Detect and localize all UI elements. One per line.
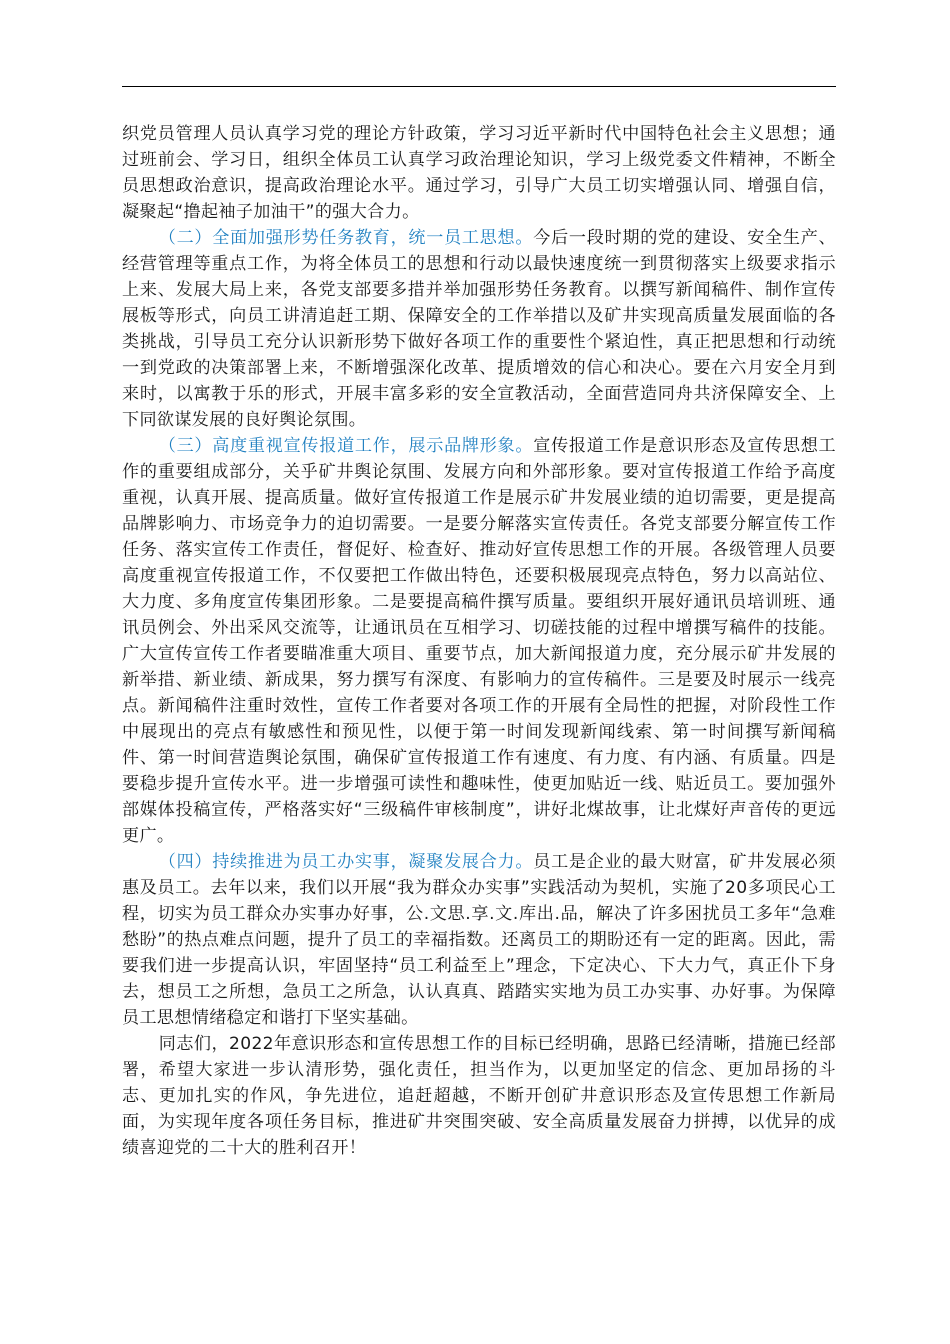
section-text-4: 员工是企业的最大财富，矿井发展必须惠及员工。去年以来，我们以开展“我为群众办实事”实践活动为契机，实施了20多项民心工程，切实为员工群众办实事办好事，公.文思.享.文.库出.品，解决了许多困扰员工多年“急难愁盼”的热点难点问题，提升了员工的幸福指数。还离员工的期盼还有一定的距离。因此，需要我们进一步提高认识，牢固坚持“员工利益至上”理念，下定决心、下大力气，真正仆下身去，想员工之所想，急员工之所急，认认真真、踏踏实实地为员工办实事、办好事。为保障员工思想情绪稳定和谐打下坚实基础。: [122, 852, 836, 1028]
section-heading-3: （三）高度重视宣传报道工作，展示品牌形象。: [158, 436, 534, 456]
section-heading-4: （四）持续推进为员工办实事，凝聚发展合力。: [158, 852, 534, 872]
document-body: [122, 121, 836, 1161]
header-rule: [122, 86, 836, 87]
paragraph-publicity-reporting: [122, 433, 836, 849]
section-text-2: 今后一段时期的党的建设、安全生产、经营管理等重点工作，为将全体员工的思想和行动以最快速度统一到贯彻落实上级要求指示上来、发展大局上来，各党支部要多措并举加强形势任务教育。以撰写新闻稿件、制作宣传展板等形式，向员工讲清追赶工期、保障安全的工作举措以及矿井实现高质量发展面临的各类挑战，引导员工充分认识新形势下做好各项工作的重要性个紧迫性，真正把思想和行动统一到党政的决策部署上来，不断增强深化改革、提质增效的信心和决心。要在六月安全月到来时，以寓教于乐的形式，开展丰富多彩的安全宣教活动，全面营造同舟共济保障安全、上下同欲谋发展的良好舆论氛围。: [122, 228, 836, 430]
paragraph-employee-affairs: [122, 849, 836, 1031]
paragraph-situation-education: [122, 225, 836, 433]
section-text-3: 宣传报道工作是意识形态及宣传思想工作的重要组成部分，关乎矿井舆论氛围、发展方向和外部形象。要对宣传报道工作给予高度重视，认真开展、提高质量。做好宣传报道工作是展示矿井发展业绩的迫切需要，更是提高品牌影响力、市场竞争力的迫切需要。一是要分解落实宣传责任。各党支部要分解宣传工作任务、落实宣传工作责任，督促好、检查好、推动好宣传思想工作的开展。各级管理人员要高度重视宣传报道工作，不仅要把工作做出特色，还要积极展现亮点特色，努力以高站位、大力度、多角度宣传集团形象。二是要提高稿件撰写质量。要组织开展好通讯员培训班、通讯员例会、外出采风交流等，让通讯员在互相学习、切磋技能的过程中增撰写稿件的技能。广大宣传宣传工作者要瞄准重大项目、重要节点，加大新闻报道力度，充分展示矿井发展的新举措、新业绩、新成果，努力撰写有深度、有影响力的宣传稿件。三是要及时展示一线亮点。新闻稿件注重时效性，宣传工作者要对各项工作的开展有全局性的把握，对阶段性工作中展现出的亮点有敏感性和预见性，以便于第一时间发现新闻线索、第一时间撰写新闻稿件、第一时间营造舆论氛围，确保矿宣传报道工作有速度、有力度、有内涵、有质量。四是要稳步提升宣传水平。进一步增强可读性和趣味性，使更加贴近一线、贴近员工。要加强外部媒体投稿宣传，严格落实好“三级稿件审核制度”，讲好北煤故事，让北煤好声音传的更远更广。: [122, 436, 836, 846]
section-heading-2: （二）全面加强形势任务教育，统一员工思想。: [158, 228, 534, 248]
paragraph-closing: 同志们，2022年意识形态和宣传思想工作的目标已经明确，思路已经清晰，措施已经部署，希望大家进一步认清形势，强化责任，担当作为，以更加坚定的信念、更加昂扬的斗志、更加扎实的作风，争先进位，追赶超越，不断开创矿井意识形态及宣传思想工作新局面，为实现年度各项任务目标，推进矿井突围突破、安全高质量发展奋力拼搏，以优异的成绩喜迎党的二十大的胜利召开！: [122, 1034, 836, 1158]
paragraph-study: 织党员管理人员认真学习党的理论方针政策，学习习近平新时代中国特色社会主义思想；通过班前会、学习日，组织全体员工认真学习政治理论知识，学习上级党委文件精神，不断全员思想政治意识，提高政治理论水平。通过学习，引导广大员工切实增强认同、增强自信，凝聚起“撸起袖子加油干”的强大合力。: [122, 124, 836, 222]
